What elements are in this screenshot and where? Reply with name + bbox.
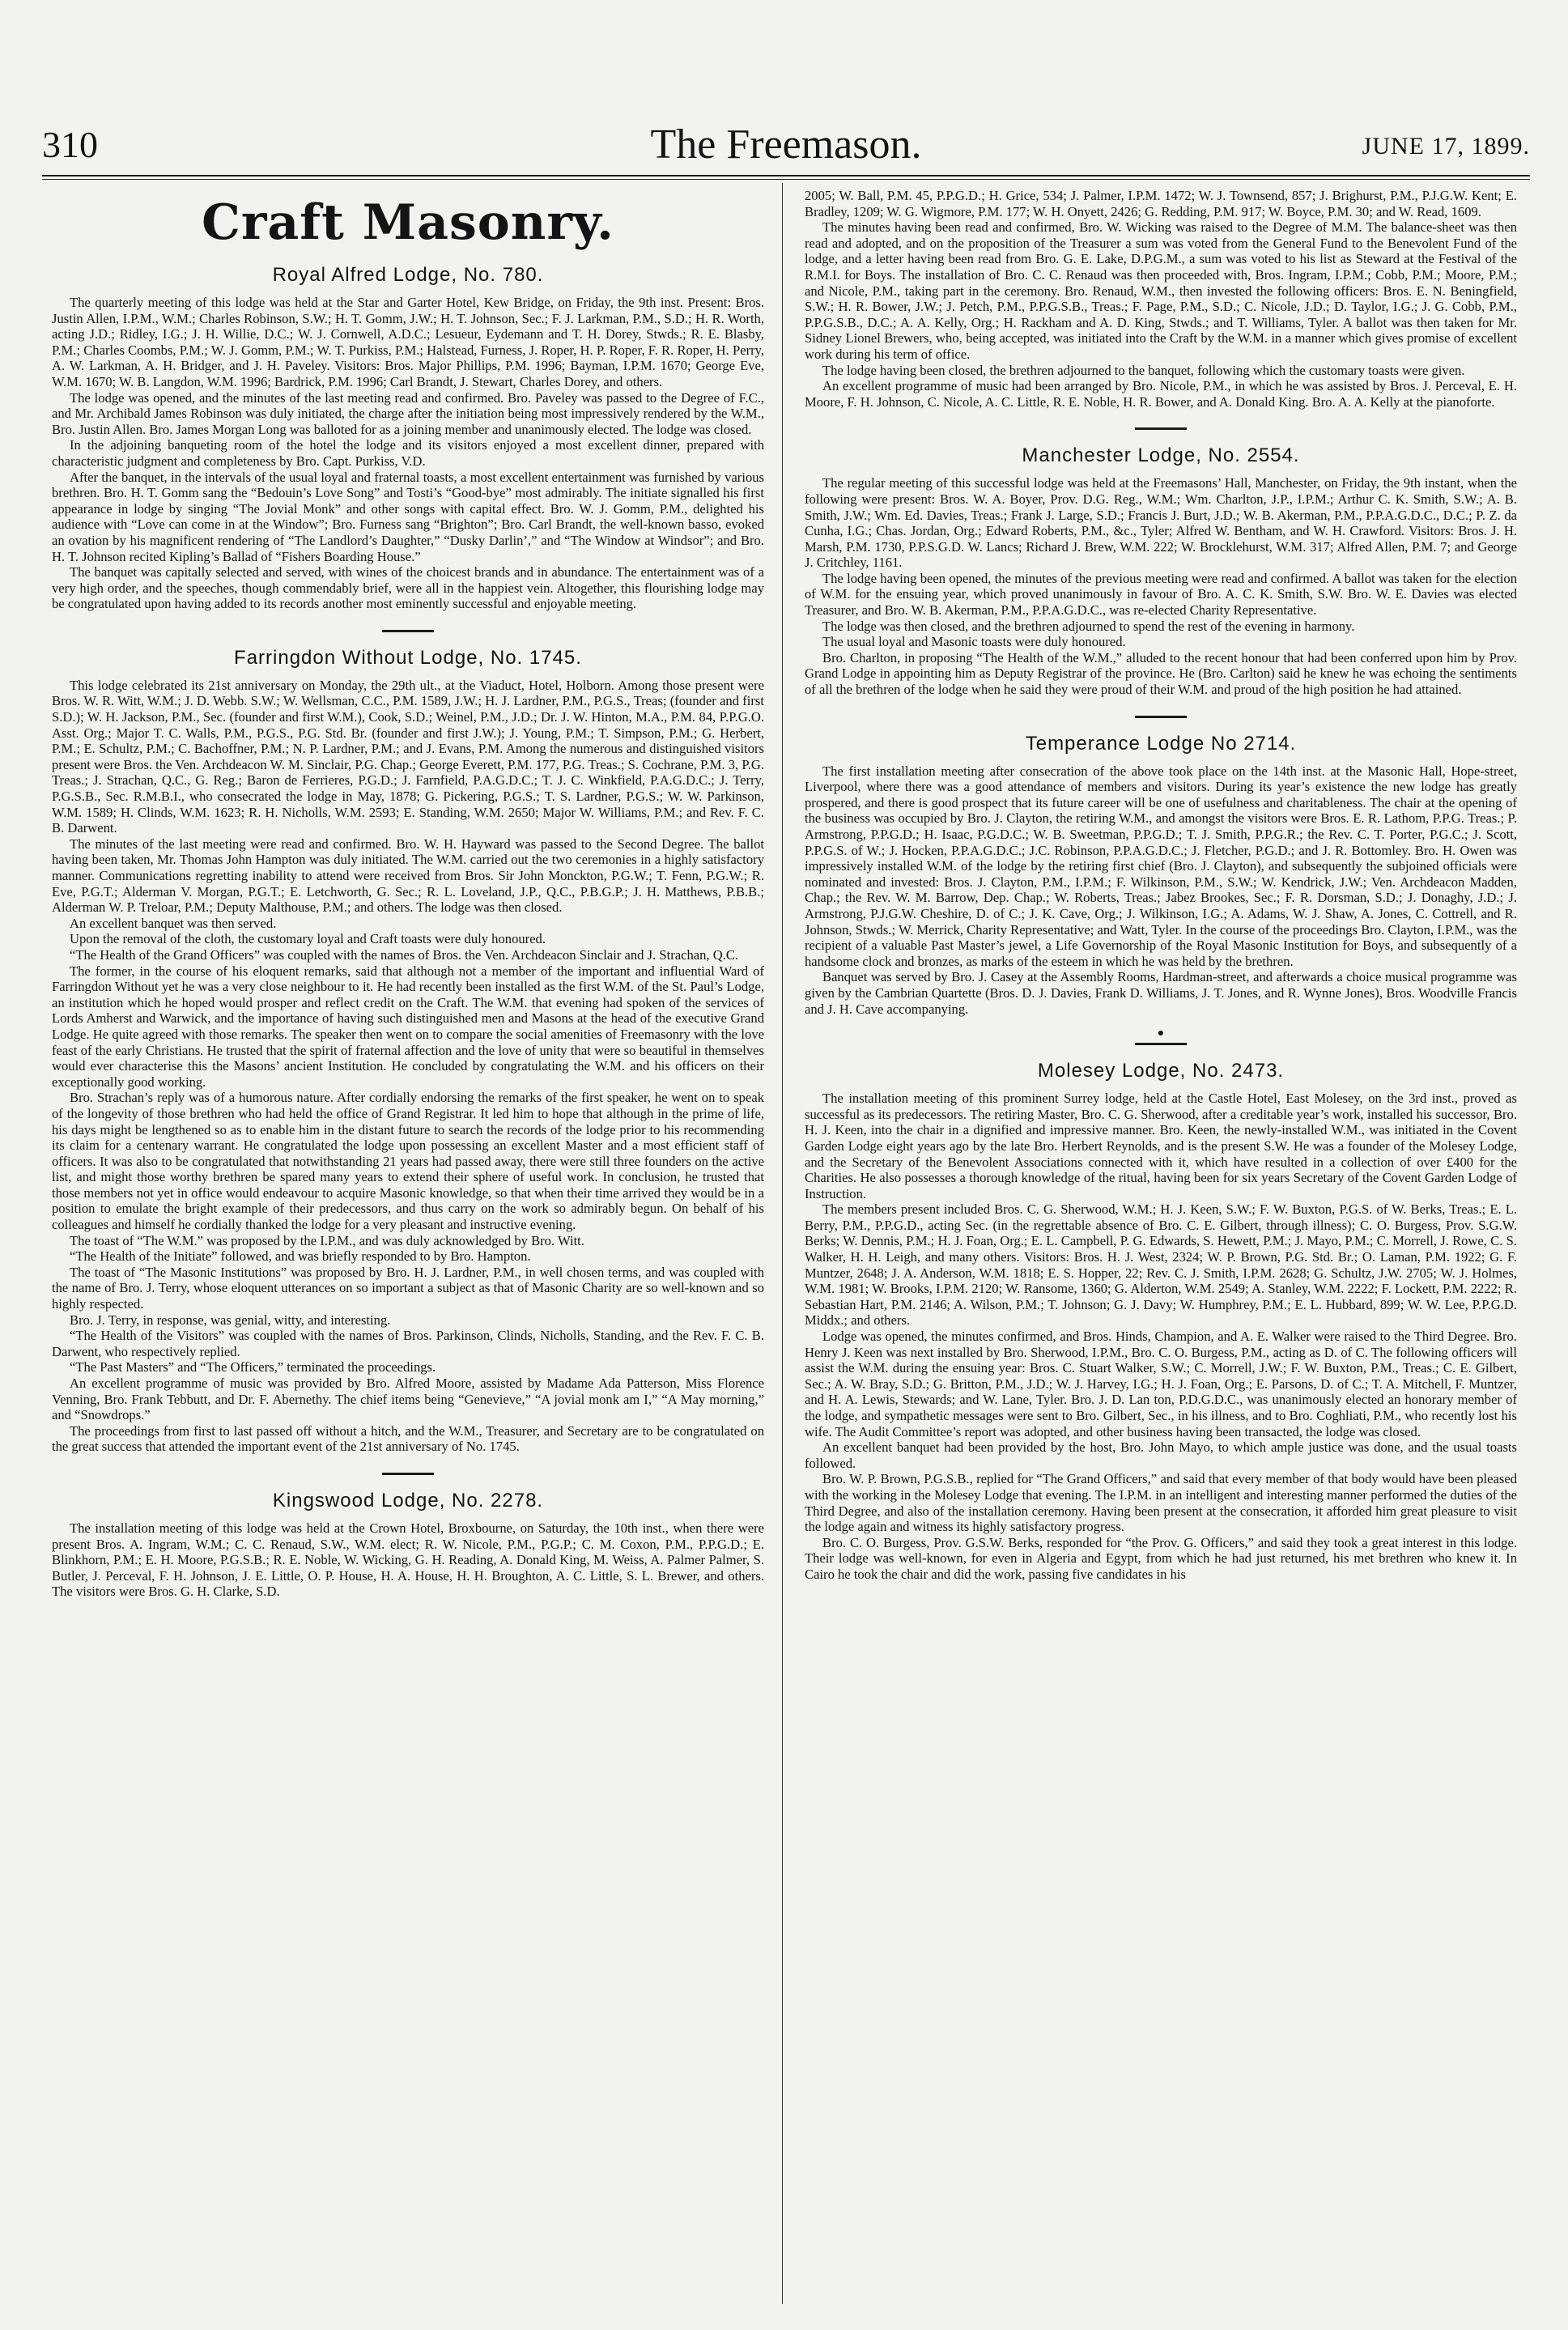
- paragraph: The lodge having been opened, the minutes of the previous meeting were read and confirmed. A ballot was taken for the election of W.M. for the ensuing year, which proved unanimously in favour of Bro. A. C. K. Smith, S.W. Bro. W. E. Davies was elected Treasurer, and Bro. W. B. Akerman, P.M., P.P.A.G.D.C., was re-elected Charity Representative.: [805, 570, 1517, 619]
- paragraph: The minutes of the last meeting were read and confirmed. Bro. W. H. Hayward was passed to the Second Degree. The ballot having been taken, Mr. Thomas John Hampton was duly initiated. The W.M. carried out the two ceremonies in a highly satisfactory manner. Communications regretting inability to attend were received from Bros. Sir John Monckton, P.G.W.; T. Fenn, P.G.W.; R. Eve, P.G.T.; Alderman V. Morgan, P.G.T.; E. Letchworth, G. Sec.; R. L. Loveland, J.P., Q.C., P.B.G.P.; J. H. Matthews, P.B.B.; Alderman W. P. Treloar, P.M.; Deputy Malthouse, P.M.; and others. The lodge was then closed.: [52, 835, 764, 916]
- section-divider: [1135, 427, 1187, 430]
- paragraph: Bro. W. P. Brown, P.G.S.B., replied for “The Grand Officers,” and said that every member of that body would have been pleased with the working in the Molesey Lodge that evening. The I.P.M. in an intelligent and interesting manner performed the duties of the Third Degree, and also of the installation ceremony. Having been present at the consecration, it afforded him great pleasure to visit the lodge again and witness its highly satisfactory progress.: [805, 1471, 1517, 1535]
- paragraph: The former, in the course of his eloquent remarks, said that although not a member of the important and influential Ward of Farringdon Without yet he was a very close neighbour to it. He had recently been installed as the first W.M. of the St. Paul’s Lodge, an institution which he hoped would prosper and reflect credit on the Craft. The W.M. that evening had spoken of the services of Lords Amherst and Warwick, and the importance of having such distinguished men and Masons at the head of the executive Grand Lodge. He quite agreed with those remarks. The speaker then went on to compare the social amenities of Freemasonry with the love feast of the early Christians. He trusted that the spirit of fraternal affection and the love of unity that were so beautiful in themselves would ever characterise this the Masons’ ancient Institution. He concluded by congratulating the W.M. and his officers on their exceptionally good working.: [52, 963, 764, 1090]
- masthead-rule-thin: [42, 179, 1530, 180]
- paragraph: In the adjoining banqueting room of the hotel the lodge and its visitors enjoyed a most excellent dinner, prepared with characteristic judgment and completeness by Bro. Capt. Purkiss, V.D.: [52, 437, 764, 469]
- page-number: 310: [42, 124, 98, 165]
- article-farringdon-without: [52, 645, 764, 1455]
- section-title: Craft Masonry.: [202, 194, 614, 251]
- paragraph: The minutes having been read and confirmed, Bro. W. Wicking was raised to the Degree of M.M. The balance-sheet was then read and adopted, and on the proposition of the Treasurer a sum was voted from the General Fund to the Benevolent Fund of the lodge, and a letter having been read from Bro. G. E. Lake, D.P.G.M., a sum was voted to his list as Steward at the Festival of the R.M.I. for Boys. The installation of Bro. C. C. Renaud was then proceeded with, Bros. Ingram, I.P.M.; Cobb, P.M.; Moore, P.M.; and Nicole, P.M., taking part in the ceremony. Bro. Renaud, W.M., then invested the following officers: Bros. E. N. Beningfield, S.W.; H. R. Bower, J.W.; J. Petch, P.M., P.P.G.S.B., Treas.; F. Page, P.M., S.D.; C. Nicole, J.D.; D. Taylor, I.G.; J. G. Cobb, P.M., P.P.G.S.B., D.C.; A. A. Kelly, Org.; H. Rackham and A. D. King, Stwds.; and T. Williams, Tyler. A ballot was then taken for Mr. Sidney Lionel Brewers, who, being accepted, was initiated into the Craft by the W.M. in a manner which gives promise of excellent work during his term of office.: [805, 219, 1517, 362]
- paragraph: An excellent banquet had been provided by the host, Bro. John Mayo, to which ample justice was done, and the usual toasts followed.: [805, 1439, 1517, 1471]
- article-heading: Farringdon Without Lodge, No. 1745.: [234, 646, 582, 669]
- paragraph: Bro. J. Terry, in response, was genial, witty, and interesting.: [70, 1312, 391, 1328]
- paragraph: Lodge was opened, the minutes confirmed, and Bros. Hinds, Champion, and A. E. Walker were raised to the Third Degree. Bro. Henry J. Keen was next installed by Bro. Sherwood, I.P.M., Bro. C. O. Burgess, P.M., acting as D. of C. The following officers will assist the W.M. during the ensuing year: Bros. C. Stuart Walker, S.W.; C. Morrell, J.W.; F. W. Buxton, P.M., Treas.; C. E. Gilbert, Sec.; A. W. Bray, S.D.; G. Britton, P.M., J.D.; W. J. Harvey, I.G.; H. J. Foan, Org.; E. Parsons, D. of C.; T. A. Mitchell, F. Muntzer, and H. A. Lewis, Stewards; and W. Lane, Tyler. Bro. J. D. Lan ton, P.D.G.D.C., was unanimously elected an honorary member of the lodge, and sympathetic messages were sent to Bro. Gilbert, Sec., in his illness, and to Bro. Coghliati, P.M., who recently lost his wife. The Audit Committee’s report was adopted, and other business having been transacted, the lodge was closed.: [805, 1329, 1517, 1439]
- paragraph: “The Past Masters” and “The Officers,” terminated the proceedings.: [70, 1359, 436, 1375]
- paragraph: The installation meeting of this lodge was held at the Crown Hotel, Broxbourne, on Saturday, the 10th inst., when there were present Bros. A. Ingram, W.M.; C. C. Renaud, S.W., W.M. elect; R. W. Nicole, P.M., P.G.P.; C. M. Coxon, P.M., P.P.G.D.; E. Blinkhorn, P.M.; E. H. Moore, P.G.S.B.; R. E. Noble, W. Wicking, G. H. Reading, A. Donald King, M. Weiss, A. Palmer Palmer, S. Butler, J. Perceval, F. H. Johnson, J. E. Little, O. P. House, H. A. House, H. H. Broughton, A. C. Little, S. L. Brewer, and others. The visitors were Bros. G. H. Clarke, S.D.: [52, 1520, 764, 1600]
- section-divider: [382, 630, 434, 632]
- paragraph: Bro. Strachan’s reply was of a humorous nature. After cordially endorsing the remarks of the first speaker, he went on to speak of the longevity of those brethren who had held the office of Grand Registrar. It led him to hope that although in the prime of life, his days might be lengthened so as to enable him in the distant future to search the records of the lodge prior to his recommending its claim for a centenary warrant. He congratulated the lodge upon possessing an excellent Master and a most efficient staff of officers. It was also to be congratulated that notwithstanding 21 years had passed away, there were still three founders on the active list, and might those worthy brethren be spared many years to extend their sphere of useful work. In conclusion, he trusted that those members not yet in office would endeavour to acquire Masonic knowledge, so that when their time arrived they would be in a position to emulate the bright example of their predecessors, and thus carry on the work so admirably begun. On behalf of his colleagues and himself he cordially thanked the lodge for a very pleasant and instructive evening.: [52, 1090, 764, 1233]
- paragraph: The first installation meeting after consecration of the above took place on the 14th inst. at the Masonic Hall, Hope-street, Liverpool, where there was a good attendance of members and visitors. During its year’s existence the new lodge has greatly prospered, and there is good prospect that its future career will be one of usefulness and charitableness. The chair at the opening of the business was occupied by Bro. J. Clayton, the retiring W.M., and amongst the visitors were Bros. E. R. Lathom, P.P.G. Treas.; P. Armstrong, P.P.G.D.; H. Isaac, P.G.D.C.; W. B. Sweetman, P.P.G.D.; T. J. Smith, P.P.G.R.; the Rev. C. T. Porter, P.G.C.; J. Scott, P.P.G.S. of W.; J. Hocken, P.P.A.G.D.C.; J.C. Robinson, P.P.A.G.D.C.; J. Fletcher, P.G.D.; and J. R. Bottomley. Bro. H. Owen was impressively installed W.M. of the lodge by the retiring first chief (Bro. J. Clayton), and subsequently the subjoined officials were nominated and invested: Bros. J. Clayton, P.M., I.P.M.; F. Wilkinson, P.M., S.W.; W. Kendrick, J.W.; Ven. Archdeacon Madden, Chap.; the Rev. W. M. Barrow, Dep. Chap.; W. Roberts, Treas.; Jabez Brookes, Sec.; F. R. Dorsman, S.D.; J. Donaghy, J.D.; J. Armstrong, P.J.G.W. Cheshire, D. of C.; J. K. Cave, Org.; J. Wilkinson, I.G.; A. Adams, W. J. Shaw, A. Jones, C. Cottrell, and R. Johnson, Stwds.; W. Merrick, Charity Representative; and Watt, Tyler. In the course of the proceedings Bro. Clayton, I.P.M., was the recipient of a valuable Past Master’s jewel, a Life Governorship of the Royal Masonic Institution for Boys, and subsequently of a handsome clock and bronzes, as marks of the esteem in which he was held by the brethren.: [805, 763, 1517, 969]
- article-molesey: [805, 1058, 1517, 1582]
- article-heading: Kingswood Lodge, No. 2278.: [272, 1489, 544, 1512]
- article-kingswood: [52, 1488, 764, 1600]
- paragraph: An excellent programme of music had been arranged by Bro. Nicole, P.M., in which he was assisted by Bros. J. Perceval, E. H. Moore, F. H. Johnson, C. Nicole, A. C. Little, R. E. Noble, H. R. Bower, and A. Donald King. Bro. A. A. Kelly at the pianoforte.: [805, 378, 1517, 410]
- issue-date: JUNE 17, 1899.: [1362, 133, 1530, 159]
- masthead-rule: [42, 175, 1530, 176]
- paragraph: An excellent programme of music was provided by Bro. Alfred Moore, assisted by Madame Ada Patterson, Miss Florence Venning, Bro. Frank Tebbutt, and Dr. F. Abernethy. The chief items being “Genevieve,” “A jovial monk am I,” “A May morning,” and “Snowdrops.”: [52, 1375, 764, 1423]
- paragraph: Upon the removal of the cloth, the customary loyal and Craft toasts were duly honoured.: [70, 931, 546, 947]
- section-divider: [1135, 1043, 1187, 1045]
- paragraph: Bro. Charlton, in proposing “The Health of the W.M.,” alluded to the recent honour that had been conferred upon him by Prov. Grand Lodge in appointing him as Deputy Registrar of the province. He (Bro. Carlton) said he knew he was echoing the sentiments of all the brethren of the lodge when he said they were proud of their W.M. and proud of the high position he had attained.: [805, 649, 1517, 698]
- paragraph: 2005; W. Ball, P.M. 45, P.P.G.D.; H. Grice, 534; J. Palmer, I.P.M. 1472; W. J. Townsend, 857; J. Brighurst, P.M., P.J.G.W. Kent; E. Bradley, 1209; W. G. Wigmore, P.M. 177; W. H. Onyett, 2426; G. Redding, P.M. 917; W. Boyce, P.M. 30; and W. Read, 1609.: [805, 188, 1517, 219]
- ornament-dot: ●: [1157, 1027, 1165, 1040]
- masthead: [42, 120, 1530, 170]
- paragraph: “The Health of the Initiate” followed, and was briefly responded to by Bro. Hampton.: [70, 1248, 531, 1265]
- section-divider: [1135, 716, 1187, 718]
- right-column: [805, 188, 1517, 2301]
- paragraph: After the banquet, in the intervals of the usual loyal and fraternal toasts, a most excellent entertainment was furnished by various brethren. Bro. H. T. Gomm sang the “Bedouin’s Love Song” and Tosti’s “Good-bye” most admirably. The initiate signalled his first appearance in lodge by singing “The Jovial Monk” and other songs with capital effect. Bro. W. J. Gomm, P.M., delighted his audience with “Love can come in at the Window”; Bro. Furness sang “Brighton”; Bro. Carl Brandt, the well-known basso, evoked an ovation by his magnificent rendering of “The Landlord’s Daughter,” “Dusky Darlin’,” and “The Window at Windsor”; and Bro. H. T. Johnson recited Kipling’s Ballad of “Fishers Boarding House.”: [52, 469, 764, 564]
- section-divider: [382, 1473, 434, 1475]
- paragraph: This lodge celebrated its 21st anniversary on Monday, the 29th ult., at the Viaduct, Hotel, Holborn. Among those present were Bros. W. R. Witt, W.M.; J. D. Webb. S.W.; W. Wellsman, C.C., P.M. 1589, J.W.; H. J. Lardner, P.M., P.G.S., Treas; (founder and first S.D.); W. H. Jackson, P.M., Sec. (founder and first W.M.), Cook, S.D.; Weinel, P.M., J.D.; Dr. J. W. Hinton, M.A., P.M. 84, P.P.G.O. Asst. Org.; Major T. C. Walls, P.M., P.G.S., P.G. Std. Br. (founder and first J.W.); J. Young, P.M.; T. Simpson, P.M.; G. Herbert, P.M.; E. Schultz, P.M.; C. Bachoffner, P.M.; N. P. Lardner, P.M.; and J. Evans, P.M. Among the numerous and distinguished visitors present were Bros. the Ven. Archdeacon W. M. Sinclair, P.G. Chap.; George Everett, P.M. 177, P.G. Treas.; S. Cochrane, P.M. 3, P.G. Treas.; J. Strachan, Q.C., G. Reg.; Baron de Ferrieres, P.G.D.; J. Farnfield, P.A.G.D.C.; T. J. C. Winkfield, P.A.G.D.C.; J. Terry, P.G.S.B., Sec. R.M.B.I., who consecrated the lodge in May, 1878; G. Pickering, P.G.S.; T. S. Lardner, P.G.S.; W. W. Parkinson, W.M. 1589; H. Clinds, W.M. 1623; R. H. Nicholls, W.M. 2593; E. Standing, W.M. 2650; Major W. Williams, P.M.; and Rev. F. C. B. Darwent.: [52, 677, 764, 836]
- article-royal-alfred: [52, 262, 764, 612]
- paragraph: Bro. C. O. Burgess, Prov. G.S.W. Berks, responded for “the Prov. G. Officers,” and said they took a great interest in this lodge. Their lodge was well-known, for even in Algeria and Egypt, from which he had just returned, his met brethren who knew it. In Cairo he took the chair and did the work, passing five candidates in his: [805, 1534, 1517, 1582]
- paragraph: An excellent banquet was then served.: [70, 915, 277, 931]
- article-temperance: [805, 731, 1517, 1018]
- article-manchester: [805, 443, 1517, 697]
- article-kingswood-continued: [805, 188, 1517, 410]
- paragraph: The lodge having been closed, the brethren adjourned to the banquet, following which the customary toasts were given.: [822, 362, 1465, 378]
- article-heading: Temperance Lodge No 2714.: [1025, 732, 1297, 755]
- page-title: The Freemason.: [650, 121, 922, 168]
- article-heading: Molesey Lodge, No. 2473.: [1037, 1060, 1285, 1082]
- paragraph: The usual loyal and Masonic toasts were duly honoured.: [822, 634, 1126, 650]
- paragraph: The lodge was then closed, and the brethren adjourned to spend the rest of the evening in harmony.: [822, 618, 1355, 634]
- paragraph: The members present included Bros. C. G. Sherwood, W.M.; H. J. Keen, S.W.; F. W. Buxton, P.G.S. of W. Berks, Treas.; E. L. Berry, P.M., P.P.G.D., acting Sec. (in the regrettable absence of Bro. C. E. Gilbert, through illness); C. O. Burgess, Prov. S.G.W. Berks; W. Dennis, P.M.; H. J. Foan, Org.; E. L. Campbell, P. G. Edwards, S. Hewett, P.M.; J. Mayo, P.M.; C. Morrell, J. Rowe, C. S. Walker, H. H. Leigh, and many others. Visitors: Bros. H. J. West, 2324; W. P. Brown, P.G. Std. Br.; O. Laman, P.M. 1922; G. F. Muntzer, 2648; J. A. Anderson, W.M. 1818; E. S. Hopper, 22; Rev. C. J. Smith, I.P.M. 2628; G. Schultz, J.W. 2705; W. J. Holmes, W.M. 1981; W. Brooks, I.P.M. 2120; W. Ransome, 1360; G. Alderton, W.M. 2549; A. Stanley, W.M. 2222; F. Lockett, P.M. 2222; R. Sebastian Hart, P.M. 2146; A. Wilson, P.M.; T. Johnson; G. J. Davy; W. Humphrey, P.M.; E. L. Hubbard, 899; W. W. Lee, P.P.G.D. Middx.; and others.: [805, 1201, 1517, 1329]
- article-heading: Royal Alfred Lodge, No. 780.: [272, 264, 544, 286]
- paragraph: Banquet was served by Bro. J. Casey at the Assembly Rooms, Hardman-street, and afterwards a choice musical programme was given by the Cambrian Quartette (Bros. D. J. Davies, Frank D. Williams, J. T. Jones, and R. Wynne Jones), Bros. Woodville Francis and J. H. Cave accompanying.: [805, 969, 1517, 1017]
- left-column: [52, 188, 764, 2301]
- paragraph: “The Health of the Grand Officers” was coupled with the names of Bros. the Ven. Archdeacon Sinclair and J. Strachan, Q.C.: [70, 946, 739, 963]
- paragraph: The proceedings from first to last passed off without a hitch, and the W.M., Treasurer, and Secretary are to be congratulated on the great success that attended the important event of the 21st anniversary of No. 1745.: [52, 1422, 764, 1455]
- article-heading: Manchester Lodge, No. 2554.: [1022, 444, 1300, 467]
- paragraph: The toast of “The Masonic Institutions” was proposed by Bro. H. J. Lardner, P.M., in well chosen terms, and was coupled with the name of Bro. J. Terry, whose eloquent utterances on so important a subject as that of Masonic Charity are so well-known and so highly respected.: [52, 1264, 764, 1312]
- paragraph: The installation meeting of this prominent Surrey lodge, held at the Castle Hotel, East Molesey, on the 3rd inst., proved as successful as its predecessors. The retiring Master, Bro. C. G. Sherwood, after a creditable year’s work, installed his successor, Bro. H. J. Keen, into the chair in a dignified and impressive manner. Bro. Keen, the newly-installed W.M., was initiated in the Covent Garden Lodge eight years ago by the late Bro. Herbert Reynolds, and is the present S.W. He was a founder of the Molesey Lodge, and the Secretary of the Benevolent Associations connected with it, which have resulted in a collection of over £400 for the Charities. He also possesses a thorough knowledge of the ritual, having been for six years Secretary of the Covent Garden Lodge of Instruction.: [805, 1091, 1517, 1201]
- paragraph: “The Health of the Visitors” was coupled with the names of Bros. Parkinson, Clinds, Nicholls, Standing, and the Rev. F. C. B. Darwent, who respectively replied.: [52, 1328, 764, 1359]
- paragraph: The toast of “The W.M.” was proposed by the I.P.M., and was duly acknowledged by Bro. Witt.: [70, 1232, 584, 1248]
- paragraph: The banquet was capitally selected and served, with wines of the choicest brands and in abundance. The entertainment was of a very high order, and the speeches, though commendably brief, were all in the happiest vein. Altogether, this flourishing lodge may be congratulated upon having added to its records another most eminently successful and enjoyable meeting.: [52, 564, 764, 612]
- column-rule: [782, 183, 783, 2304]
- paragraph: The lodge was opened, and the minutes of the last meeting read and confirmed. Bro. Paveley was passed to the Degree of F.C., and Mr. Archibald James Robinson was duly initiated, the charge after the initiation being most impressively rendered by the W.M., Bro. Justin Allen. Bro. James Morgan Long was balloted for as a joining member and unanimously elected. The lodge was closed.: [52, 389, 764, 437]
- paragraph: The quarterly meeting of this lodge was held at the Star and Garter Hotel, Kew Bridge, on Friday, the 9th inst. Present: Bros. Justin Allen, I.P.M., W.M.; Charles Robinson, S.W.; H. T. Gomm, J.W.; H. T. Johnson, Sec.; F. J. Larkman, P.M., S.D.; H. R. Worth, acting J.D.; Ridley, I.G.; J. H. Willie, D.C.; W. J. Cornwell, A.D.C.; Lesueur, Eydemann and T. H. Dorey, Stwds.; R. E. Blasby, P.M.; Charles Coombs, P.M.; W. J. Gomm, P.M.; W. T. Purkiss, P.M.; Halstead, Furness, J. Roper, H. P. Roper, F. R. Roper, H. Perry, A. W. Larkman, A. H. Bridger, and J. H. Paveley. Visitors: Bros. Major Phillips, P.M. 1996; Bayman, I.P.M. 1670; George Eve, W.M. 1670; W. B. Langdon, W.M. 1996; Bardrick, P.M. 1996; Carl Brandt, J. Stewart, Charles Dorey, and others.: [52, 295, 764, 389]
- paragraph: The regular meeting of this successful lodge was held at the Freemasons’ Hall, Manchester, on Friday, the 9th instant, when the following were present: Bros. W. A. Boyer, Prov. D.G. Reg., W.M.; Wm. Charlton, J.P., I.P.M.; Arthur C. K. Smith, S.W.; A. B. Smith, J.W.; Wm. Ed. Davies, Treas.; Frank J. Large, S.D.; Francis J. Burt, J.D.; W. B. Akerman, P.M., P.P.A.G.D.C., D.C.; P. Z. da Cunha, I.G.; Chas. Jordan, Org.; Edward Roberts, P.M., &c., Tyler; Alfred W. Bentham, and W. H. Crawford. Visitors: Bros. J. H. Marsh, P.M. 1730, P.P.S.G.D. W. Lancs; Richard J. Brew, W.M. 222; W. Brocklehurst, W.M. 317; Alfred Allen, P.M. 7; and George J. Critchley, 1161.: [805, 475, 1517, 571]
